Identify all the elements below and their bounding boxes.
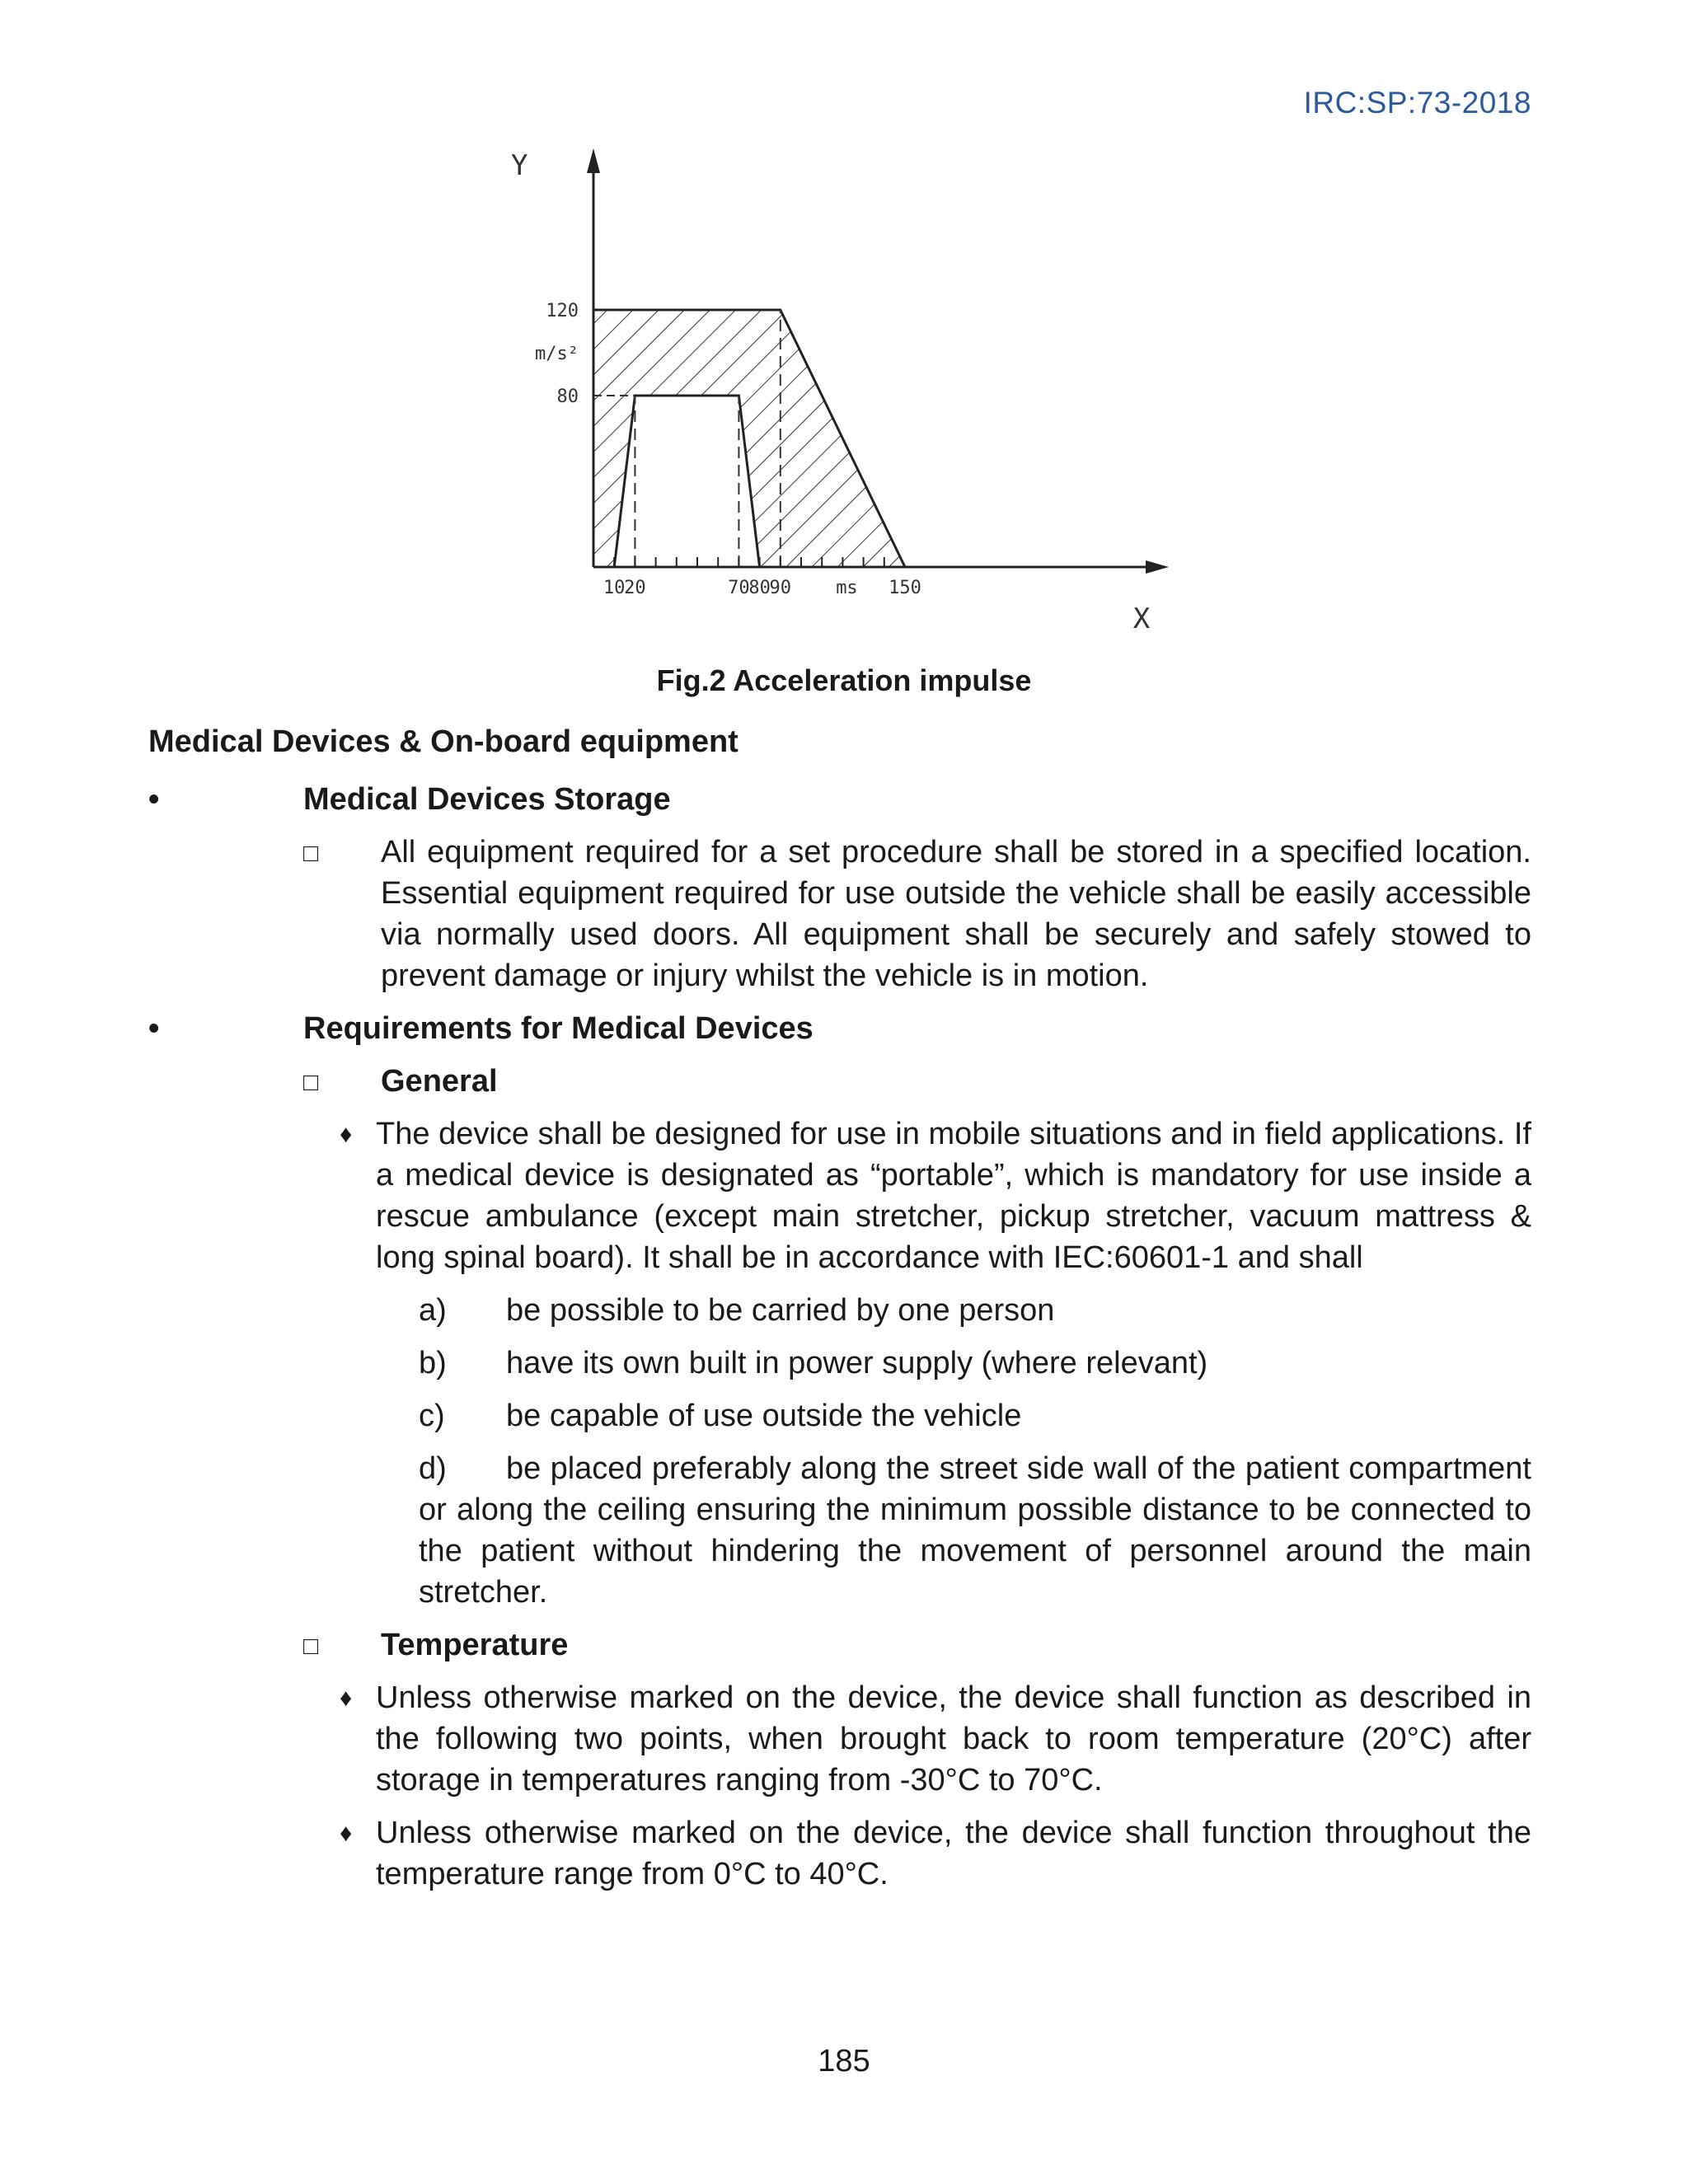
list-item-text: be possible to be carried by one person [506,1293,1055,1328]
list-item-text: be placed preferably along the street side wall of the patient compartment or along the ceiling ensuring the minimum possible distance to be connected to the patient without hindering the movement of personnel around the main stretcher. [419,1451,1531,1610]
list-item-label: a) [419,1293,447,1328]
x-unit-label: ms [836,578,858,598]
list-item-label: c) [419,1399,445,1433]
list-item [419,1395,1531,1436]
temperature-text: Unless otherwise marked on the device, the device shall function as described in the following two points, when brought back to room temperature (20°C) after storage in temperatures ranging from -30°C to 70°C. [376,1680,1531,1797]
x-tick-label: 70 [728,578,750,598]
general-subsection [303,1061,1531,1102]
diamond-icon: ♦ [340,1820,353,1847]
lower-tolerance-area [614,396,759,567]
figure-caption: Fig.2 Acceleration impulse [656,663,1032,697]
general-point [340,1113,1531,1613]
acceleration-chart [495,140,1170,659]
section-content [148,721,1531,1895]
y-unit-label: m/s² [535,344,579,364]
general-title: General [381,1064,498,1099]
temperature-title: Temperature [381,1628,569,1662]
page-number: 185 [818,2044,870,2079]
list-item-label: b) [419,1346,447,1380]
document-code: IRC:SP:73-2018 [1303,86,1531,120]
list-item [419,1290,1531,1331]
bullet-storage [148,779,1531,996]
square-icon: □ [303,1069,319,1096]
list-item [419,1343,1531,1384]
temperature-point [340,1812,1531,1895]
list-item [419,1448,1531,1613]
x-axis-arrow [1146,560,1169,574]
temperature-subsection [303,1624,1531,1666]
temperature-text: Unless otherwise marked on the device, the device shall function throughout the temperature range from 0°C to 40°C. [376,1816,1531,1891]
x-tick-label: 80 [748,578,771,598]
diamond-icon: ♦ [340,1121,353,1148]
square-icon: □ [303,1633,319,1660]
acceleration-impulse-figure [495,140,1170,659]
x-axis-letter: X [1132,602,1151,635]
list-item-text: be capable of use outside the vehicle [506,1399,1022,1433]
section-heading: Medical Devices & On-board equipment [148,724,738,759]
list-item-label: d) [419,1451,447,1486]
bullet-requirements [148,1008,1531,1895]
temperature-body [303,1677,1531,1895]
list-item-text: have its own built in power supply (where relevant) [506,1346,1208,1380]
y-tick-label: 80 [556,387,579,407]
y-axis-arrow [587,148,600,173]
bullet-icon: • [148,1011,160,1046]
square-icon: □ [303,840,319,867]
general-sub-list [376,1290,1531,1613]
x-tick-label: 90 [769,578,792,598]
general-body [303,1113,1531,1613]
diamond-icon: ♦ [340,1685,353,1712]
y-axis-letter: Y [511,149,528,182]
requirements-title: Requirements for Medical Devices [303,1011,814,1046]
storage-title: Medical Devices Storage [303,782,671,817]
x-tick-label: 150 [889,578,921,598]
general-text: The device shall be designed for use in mobile situations and in field applications. If a medical device is designated as “portable”, which is mandatory for use inside a rescue ambulance (except main stretcher, pickup stretcher, vacuum mattress & long spinal board). It shall be in accordance with IEC:60601-1 and shall [376,1117,1531,1275]
x-tick-label: 10 [603,578,626,598]
x-tick-label: 20 [624,578,646,598]
temperature-point [340,1677,1531,1801]
storage-paragraph-item [303,832,1531,996]
bullet-icon: • [148,782,160,817]
y-tick-label: 120 [546,301,579,321]
storage-paragraph: All equipment required for a set procedure shall be stored in a specified location. Essential equipment required for use outside the vehicle shall be easily accessible via normally used doors. All equipment shall be securely and safely stowed to prevent damage or injury whilst the vehicle is in motion. [381,835,1531,993]
